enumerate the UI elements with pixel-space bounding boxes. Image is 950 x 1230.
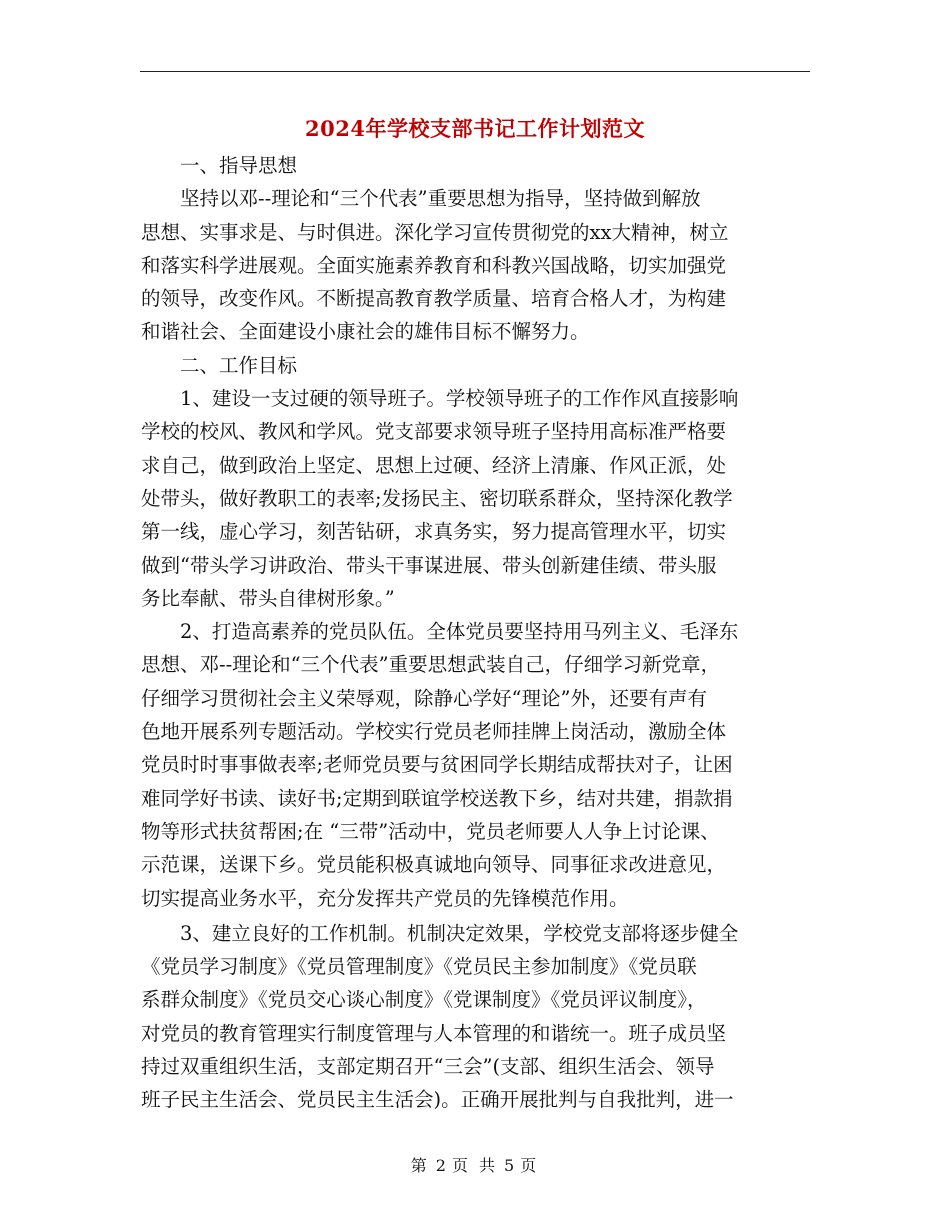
text-line: 第一线，虚心学习，刻苦钻研，求真务实，努力提高管理水平，切实 (141, 520, 727, 544)
text-line: 党员时时事事做表率;老师党员要与贫困同学长期结成帮扶对子，让困 (141, 753, 733, 777)
text-line: 班子民主生活会、党员民主生活会)。正确开展批判与自我批判，进一 (141, 1088, 734, 1112)
text-line: 色地开展系列专题活动。学校实行党员老师挂牌上岗活动，激励全体 (141, 720, 727, 744)
document-title: 2024年学校支部书记工作计划范文 (305, 116, 645, 141)
text-line: 的领导，改变作风。不断提高教育教学质量、培育合格人才，为构建 (141, 287, 727, 311)
text-line: 求自己，做到政治上坚定、思想上过硬、经济上清廉、作风正派，处 (141, 453, 727, 477)
text-line: 示范课，送课下乡。党员能积极真诚地向领导、同事征求改进意见， (141, 853, 727, 877)
document-body (141, 149, 811, 1117)
text-line: 难同学好书读、读好书;定期到联谊学校送教下乡，结对共建，捐款捐 (141, 786, 733, 810)
footer-middle: 页 共 (451, 1156, 499, 1175)
text-line: 思想、邓--理论和“三个代表”重要思想武装自己，仔细学习新党章， (141, 653, 721, 677)
text-line: 学校的校风、教风和学风。党支部要求领导班子坚持用高标准严格要 (141, 420, 727, 444)
text-line: 持过双重组织生活，支部定期召开“三会”(支部、组织生活会、领导 (141, 1055, 715, 1079)
page-number: 2 (435, 1156, 446, 1175)
text-line: 务比奉献、带头自律树形象。” (141, 586, 395, 610)
header-rule (140, 71, 810, 72)
page-footer (140, 1153, 810, 1176)
text-line: 二、工作目标 (141, 353, 298, 377)
text-line: 仔细学习贯彻社会主义荣辱观，除静心学好“理论”外，还要有声有 (141, 686, 707, 710)
text-line: 对党员的教育管理实行制度管理与人本管理的和谐统一。班子成员坚 (141, 1021, 727, 1045)
text-line: 和落实科学进展观。全面实施素养教育和科教兴国战略，切实加强党 (141, 253, 727, 277)
text-line: 3、建立良好的工作机制。机制决定效果，学校党支部将逐步健全 (141, 921, 739, 945)
text-line: 一、指导思想 (141, 154, 298, 177)
footer-suffix: 页 (520, 1156, 540, 1175)
text-line: 1、建设一支过硬的领导班子。学校领导班子的工作作风直接影响 (141, 387, 739, 411)
text-line: 系群众制度》《党员交心谈心制度》《党课制度》《党员评议制度》， (141, 988, 707, 1012)
text-line: 坚持以邓--理论和“三个代表”重要思想为指导，坚持做到解放 (141, 187, 701, 211)
text-line: 和谐社会、全面建设小康社会的雄伟目标不懈努力。 (141, 320, 590, 344)
page-total: 5 (504, 1156, 515, 1175)
text-line: 做到“带头学习讲政治、带头干事谋进展、带头创新建佳绩、带头服 (141, 553, 717, 577)
text-line: 物等形式扶贫帮困;在 “三带”活动中，党员老师要人人争上讨论课、 (141, 819, 720, 843)
text-line: 切实提高业务水平，充分发挥共产党员的先锋模范作用。 (141, 886, 629, 910)
text-line: 思想、实事求是、与时俱进。深化学习宣传贯彻党的xx大精神，树立 (141, 220, 729, 244)
text-line: 《党员学习制度》《党员管理制度》《党员民主参加制度》《党员联 (141, 955, 697, 979)
text-line: 处带头，做好教职工的表率;发扬民主、密切联系群众，坚持深化教学 (141, 486, 733, 510)
text-line: 2、打造高素养的党员队伍。全体党员要坚持用马列主义、毛泽东 (141, 620, 739, 644)
footer-prefix: 第 (410, 1156, 430, 1175)
